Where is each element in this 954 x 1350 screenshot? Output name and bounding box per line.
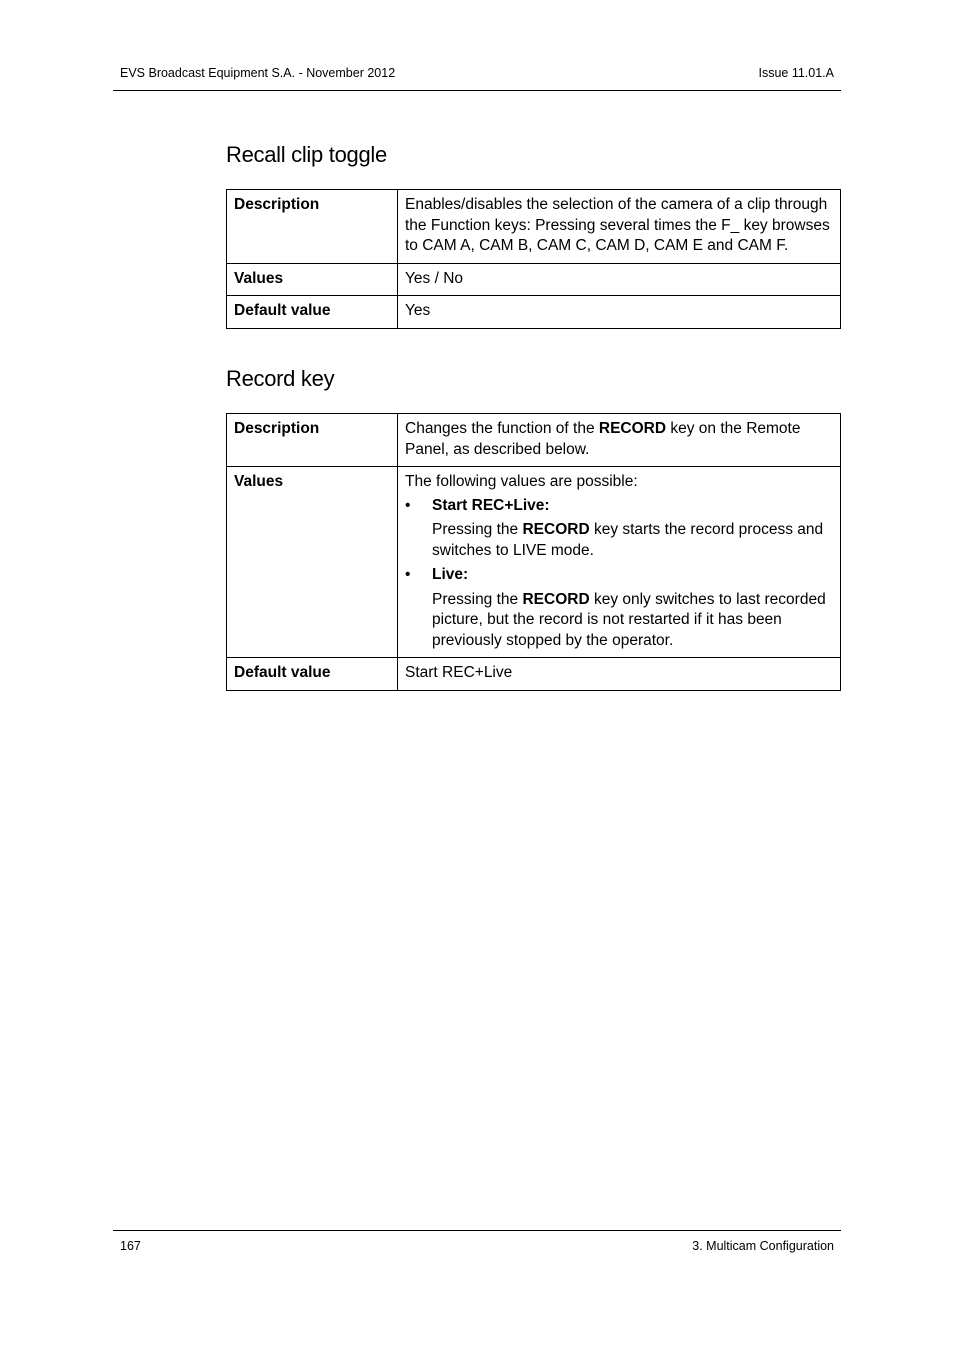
description-text-bold: RECORD: [598, 420, 667, 437]
table-row: [227, 190, 841, 264]
section-title-recall-clip-toggle: Recall clip toggle: [226, 142, 387, 167]
chapter-title: 3. Multicam Configuration: [692, 1239, 834, 1253]
table-row: [227, 296, 841, 329]
table-row: [227, 263, 841, 296]
table-row: [227, 414, 841, 467]
header-issue: Issue 11.01.A: [758, 66, 834, 80]
option-description: [432, 590, 834, 652]
option-desc-bold: RECORD: [522, 590, 590, 608]
section-title-record-key: Record key: [226, 366, 335, 391]
row-label-default: Default value: [227, 658, 398, 691]
option-description: [432, 520, 834, 561]
row-value-description: [398, 414, 841, 467]
header-publisher: EVS Broadcast Equipment S.A. - November 2012: [120, 66, 396, 80]
row-value-default: Yes: [398, 296, 841, 329]
page-header: [113, 66, 841, 91]
option-desc-post: key only switches to last recorded picture, but the record is not restarted if it has been previously stopped by the operator.: [432, 590, 826, 649]
page-number: 167: [120, 1239, 141, 1253]
list-item: [405, 496, 834, 562]
bullet-icon: •: [405, 566, 411, 583]
bullet-icon: •: [405, 496, 411, 514]
table-row: [227, 467, 841, 658]
page-footer: [113, 1230, 841, 1255]
row-value-values: [398, 467, 841, 658]
row-value-values: Yes / No: [398, 263, 841, 296]
table-row: [227, 658, 841, 691]
row-label-description: Description: [227, 414, 398, 467]
list-item: [405, 565, 834, 651]
row-value-default: Start REC+Live: [398, 658, 841, 691]
record-key-table: [226, 413, 841, 691]
row-label-default: Default value: [227, 296, 398, 329]
option-desc-bold: RECORD: [522, 521, 590, 538]
recall-clip-toggle-table: [226, 189, 841, 329]
option-desc-post: key starts the record process and switches to LIVE mode.: [432, 521, 824, 559]
row-value-description: Enables/disables the selection of the camera of a clip through the Function keys: Pressing several times the F_ key browses to CAM A, CAM B, CAM C, CAM D, CAM E and CAM F.: [398, 190, 841, 264]
description-text-pre: Changes the function of the: [405, 420, 599, 437]
option-desc-pre: Pressing the: [432, 590, 523, 608]
row-label-values: Values: [227, 467, 398, 658]
option-desc-pre: Pressing the: [432, 521, 523, 538]
values-list: [405, 496, 834, 652]
description-text-post: key on the Remote Panel, as described below.: [405, 420, 801, 458]
option-name: Live:: [432, 566, 469, 583]
row-label-description: Description: [227, 190, 398, 264]
option-name: Start REC+Live:: [432, 496, 550, 514]
row-label-values: Values: [227, 263, 398, 296]
values-intro: The following values are possible:: [405, 473, 638, 490]
